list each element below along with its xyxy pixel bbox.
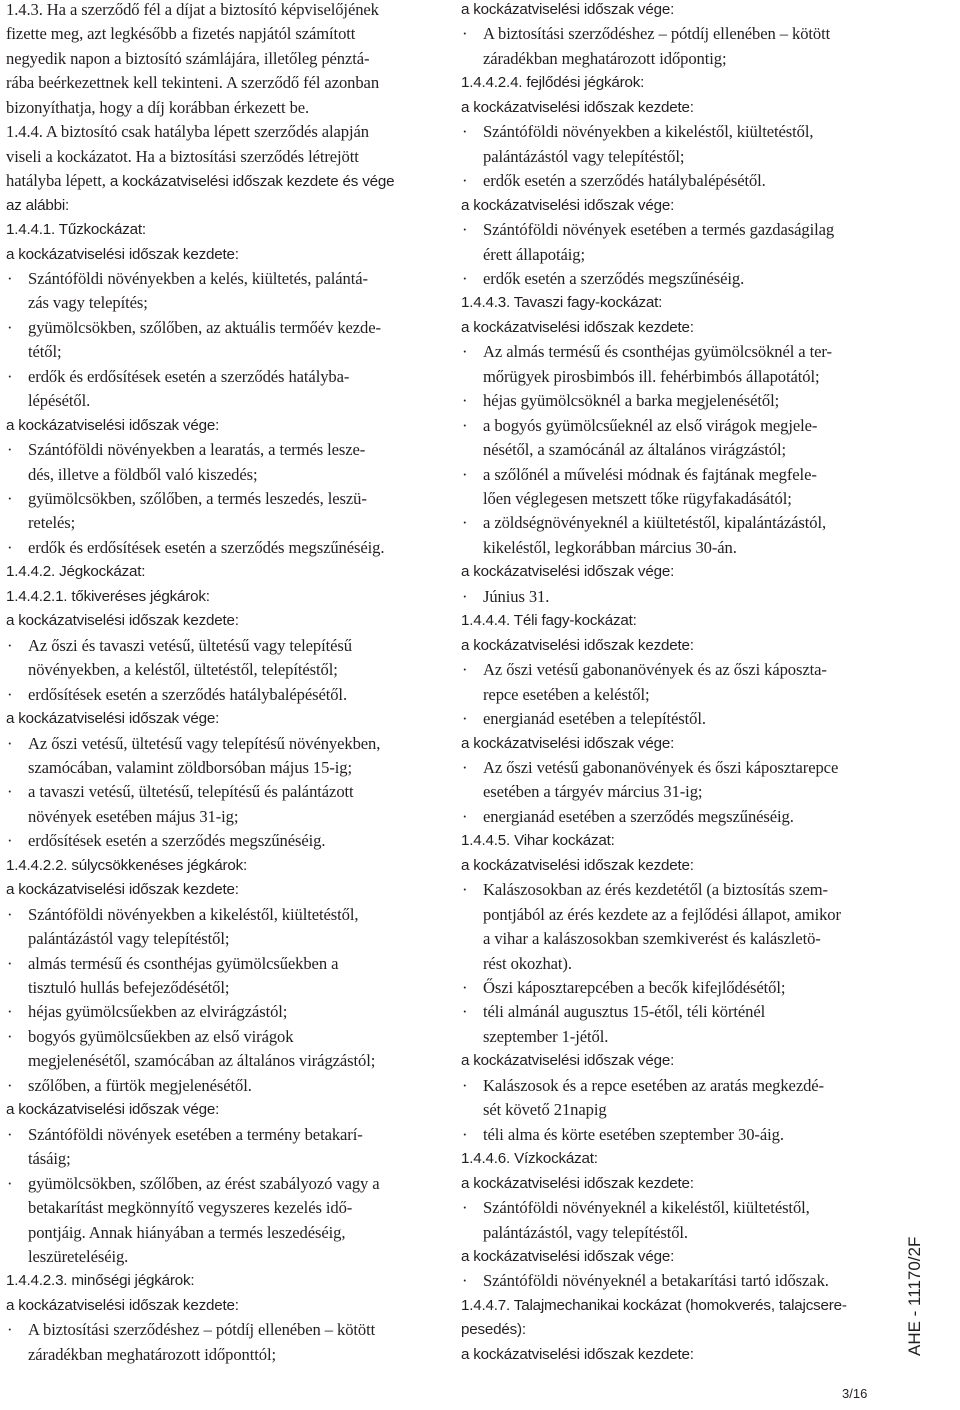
text-line <box>461 440 786 460</box>
heading-line <box>461 318 694 338</box>
text-line <box>6 660 338 680</box>
line-text: szeptember 1-jétől. <box>483 1026 609 1046</box>
line-text: a kockázatviselési időszak kezdete: <box>6 881 239 899</box>
line-text: a kockázatviselési időszak kezdete: <box>461 318 694 336</box>
line-text: a kockázatviselési időszak vége: <box>6 1101 220 1119</box>
line-text: erdők esetén a szerződés hatálybalépésétől. <box>483 171 766 191</box>
line-text: a vihar a kalászosokban szemkiverést és kalászletö- <box>483 929 821 949</box>
page-number: 3/16 <box>842 1386 868 1401</box>
heading-line <box>6 709 219 729</box>
line-text: a kockázatviselési időszak vége: <box>461 734 675 752</box>
heading-line <box>461 1174 694 1194</box>
line-text: leszüreteléséig. <box>28 1246 129 1266</box>
bullet-item-line <box>6 440 365 460</box>
line-text: gyümölcsökben, szőlőben, az aktuális termőév kezde- <box>28 317 381 337</box>
line-text: téli almánál augusztus 15-étől, téli körténél <box>483 1002 766 1022</box>
line-text-emphasis: a kockázatviselési időszak kezdete és vége <box>109 173 395 191</box>
bullet-item-line <box>6 905 358 925</box>
line-text: szőlőben, a fürtök megjelenésétől. <box>28 1075 252 1095</box>
line-text: pesedés): <box>461 1321 526 1339</box>
heading-line <box>461 196 674 216</box>
line-text: lépésétől. <box>28 391 91 411</box>
bullet-item-line <box>461 1198 810 1218</box>
heading-line <box>461 98 694 118</box>
line-text: az alábbi: <box>6 196 70 214</box>
line-text: héjas gyümölcsöknél a barka megjelenésétől; <box>483 391 780 411</box>
bullet-item-line <box>6 1076 252 1096</box>
line-text: erdők és erdősítések esetén a szerződés megszűnéséig. <box>28 537 385 557</box>
line-text: 1.4.4.2. Jégkockázat: <box>6 563 146 581</box>
heading-line <box>461 1296 847 1316</box>
line-text: zás vagy telepítés; <box>28 293 148 313</box>
bullet-item-line <box>461 24 830 44</box>
bullet-item-line <box>461 709 706 729</box>
line-text: lően véglegesen metszett tőke rügyfakadásától; <box>483 489 792 508</box>
text-line <box>461 1100 607 1120</box>
text-line <box>6 758 352 778</box>
bullet-item-line <box>461 171 766 191</box>
text-line <box>461 929 821 949</box>
heading-line <box>6 416 219 436</box>
text-line <box>6 73 379 93</box>
text-line <box>6 49 369 69</box>
bullet-item-line <box>6 685 347 705</box>
text-line <box>6 24 355 44</box>
line-text: Szántóföldi növényekben a kikeléstől, kiültetéstől, <box>483 122 814 142</box>
line-text: a kockázatviselési időszak kezdete: <box>461 856 694 874</box>
line-text: energianád esetében a telepítéstől. <box>483 709 706 729</box>
line-text: a bogyós gyümölcsűeknél az első virágok megjele- <box>483 415 818 435</box>
line-text: a kockázatviselési időszak kezdete: <box>461 98 694 116</box>
bullet-item-line <box>461 122 813 142</box>
line-text: rába beérkezettnek kell tekinteni. A szerződő fél azonban <box>6 73 380 93</box>
heading-line <box>461 562 674 582</box>
bullet-item-line <box>461 1125 784 1145</box>
line-text: Szántóföldi növényeknél a kikeléstől, kiültetéstől, <box>483 1198 810 1218</box>
line-text: a kockázatviselési időszak kezdete: <box>6 1296 239 1314</box>
line-text: palántázástól vagy telepítéstől; <box>483 146 685 166</box>
line-text: a zöldségnövényeknél a kiültetéstől, kipalántázástól, <box>483 513 827 533</box>
text-line <box>461 538 737 558</box>
line-text: 1.4.4.1. Tűzkockázat: <box>6 221 146 239</box>
heading-line <box>461 856 694 876</box>
heading-line <box>461 73 644 93</box>
line-text: a kockázatviselési időszak vége: <box>461 1052 675 1070</box>
line-text: Kalászosokban az érés kezdetétől (a biztosítás szem- <box>483 880 828 900</box>
line-text: 1.4.4.2.4. fejlődési jégkárok: <box>461 74 645 92</box>
heading-line <box>461 636 694 656</box>
text-line <box>6 342 62 362</box>
line-text: a szőlőnél a művelési módnak és fajtának megfele- <box>483 464 817 484</box>
line-text: záradékban meghatározott időpontig; <box>483 48 727 68</box>
line-text: a kockázatviselési időszak kezdete: <box>461 1174 694 1192</box>
bullet-item-line <box>6 1125 363 1145</box>
line-text: pontjából az érés kezdete az a fejlődési állapot, amikor <box>483 904 841 924</box>
line-text: dés, illetve a földből való kiszedés; <box>28 464 258 484</box>
line-text: 1.4.4.3. Tavaszi fagy-kockázat: <box>461 294 663 312</box>
text-line <box>461 1027 608 1047</box>
line-text: A biztosítási szerződéshez – pótdíj ellenében – kötött <box>483 24 831 44</box>
line-text: palántázástól vagy telepítéstől; <box>28 929 230 949</box>
line-text: Az őszi vetésű gabonanövények és őszi káposztarepce <box>483 757 839 777</box>
bullet-item-line <box>461 1271 829 1291</box>
text-line <box>6 1198 352 1218</box>
bullet-item-line <box>6 636 352 656</box>
text-line <box>461 147 684 167</box>
line-text: a kockázatviselési időszak vége: <box>461 1 675 18</box>
bullet-item-line <box>6 1174 380 1194</box>
heading-line <box>6 562 145 582</box>
heading-line <box>6 587 210 607</box>
line-text: Szántóföldi növényeknél a betakarítási tartó időszak. <box>483 1271 829 1291</box>
bullet-item-line <box>461 1076 824 1096</box>
heading-line <box>461 1051 674 1071</box>
line-text: repce esetében a keléstől; <box>483 684 650 704</box>
line-text: a kockázatviselési időszak kezdete: <box>6 612 239 630</box>
bullet-item-line <box>461 465 817 485</box>
heading-line <box>6 856 247 876</box>
line-text: a kockázatviselési időszak kezdete: <box>461 1345 694 1363</box>
line-text: tisztuló hullás befejeződésétől; <box>28 978 230 997</box>
bullet-item-line <box>461 807 794 827</box>
text-line <box>461 905 841 925</box>
line-text: a kockázatviselési időszak vége: <box>6 710 220 728</box>
line-text: palántázástól, vagy telepítéstől. <box>483 1222 688 1242</box>
bullet-item-line <box>461 660 827 680</box>
text-line <box>6 122 369 142</box>
line-text: kikeléstől, legkorábban március 30-án. <box>483 537 737 557</box>
bullet-item-line <box>6 538 384 558</box>
text-line <box>6 1149 71 1169</box>
heading-line <box>461 1345 694 1365</box>
bullet-item-line <box>461 269 744 289</box>
line-text: növények esetében május 31-ig; <box>28 806 239 826</box>
bullet-item-line <box>461 587 549 607</box>
heading-line <box>461 1247 674 1267</box>
bullet-item-line <box>6 1027 293 1047</box>
heading-line <box>6 220 146 240</box>
text-line <box>6 0 379 20</box>
heading-line <box>6 611 239 631</box>
bullet-item-line <box>6 489 367 509</box>
line-text: erdősítések esetén a szerződés hatálybalépésétől. <box>28 684 347 704</box>
line-text: pontjáig. Annak hiányában a termés leszedéséig, <box>28 1222 346 1242</box>
line-text: a kockázatviselési időszak kezdete: <box>461 636 694 654</box>
text-line <box>6 929 229 949</box>
line-text: A biztosítási szerződéshez – pótdíj ellenében – kötött <box>28 1320 376 1340</box>
line-text: negyedik napon a biztosító számlájára, illetőleg pénztá- <box>6 48 370 68</box>
line-text: hatályba lépett, <box>6 171 110 191</box>
line-text: gyümölcsökben, szőlőben, az érést szabályozó vagy a <box>28 1173 380 1193</box>
bullet-item-line <box>461 342 832 362</box>
text-line <box>6 807 238 827</box>
line-text: erdősítések esetén a szerződés megszűnéséig. <box>28 831 326 851</box>
line-text: bogyós gyümölcsűekben az első virágok <box>28 1026 294 1046</box>
bullet-item-line <box>461 513 826 533</box>
text-line <box>6 98 309 118</box>
bullet-item-line <box>6 782 354 802</box>
bullet-item-line <box>461 220 834 240</box>
line-text: Őszi káposztarepcében a becők kifejlődésétől; <box>483 978 786 997</box>
heading-line <box>6 1100 219 1120</box>
line-text: 1.4.4.5. Vihar kockázat: <box>461 832 615 850</box>
bullet-item-line <box>6 1002 287 1022</box>
text-line <box>461 49 726 69</box>
line-text: Az őszi vetésű gabonanövények és az őszi káposzta- <box>483 660 827 680</box>
line-text: Szántóföldi növények esetében a termény betakarí- <box>28 1124 363 1144</box>
line-text: Az őszi és tavaszi vetésű, ültetésű vagy telepítésű <box>28 635 352 655</box>
line-text: Szántóföldi növények esetében a termés gazdaságilag <box>483 220 835 240</box>
line-text: erdők és erdősítések esetén a szerződés hatályba- <box>28 366 350 386</box>
line-text: energianád esetében a szerződés megszűnéséig. <box>483 806 794 826</box>
line-text: 1.4.4. A biztosító csak hatályba lépett szerződés alapján <box>6 122 369 142</box>
bullet-item-line <box>461 758 838 778</box>
text-line <box>461 954 572 974</box>
bullet-item-line <box>461 1002 765 1022</box>
text-line <box>461 367 820 387</box>
heading-line <box>461 1149 598 1169</box>
line-text: Kalászosok és a repce esetében az aratás megkezdé- <box>483 1075 824 1095</box>
text-line <box>6 171 394 192</box>
heading-line <box>461 611 637 631</box>
text-line <box>461 685 649 705</box>
bullet-item-line <box>461 416 817 436</box>
line-text: a tavaszi vetésű, ültetésű, telepítésű és palántázott <box>28 782 354 802</box>
line-text: gyümölcsökben, szőlőben, a termés leszedés, leszü- <box>28 489 367 508</box>
line-text: 1.4.4.2.3. minőségi jégkárok: <box>6 1272 195 1290</box>
bullet-item-line <box>6 734 380 754</box>
heading-line <box>6 245 239 265</box>
text-line <box>6 1051 375 1071</box>
line-text: Az almás termésű és csonthéjas gyümölcsöknél a ter- <box>483 342 832 362</box>
line-text: Az őszi vetésű, ültetésű vagy telepítésű növényekben, <box>28 733 381 753</box>
line-text: a kockázatviselési időszak vége: <box>461 196 675 214</box>
bullet-item-line <box>6 269 368 289</box>
line-text: Június 31. <box>483 586 550 606</box>
text-line <box>461 245 585 265</box>
line-text: növényekben, a keléstől, ültetéstől, telepítéstől; <box>28 660 338 680</box>
text-line <box>6 513 75 533</box>
document-code: AHE - 11170/2F <box>905 1236 924 1356</box>
line-text: tétől; <box>28 342 62 362</box>
text-line <box>6 147 359 167</box>
line-text: téli alma és körte esetében szeptember 30-áig. <box>483 1124 784 1144</box>
line-text: Szántóföldi növényekben a kikeléstől, kiültetéstől, <box>28 904 359 924</box>
line-text: héjas gyümölcsűekben az elvirágzástól; <box>28 1002 288 1022</box>
line-text: szamócában, valamint zöldborsóban május 15-ig; <box>28 757 352 777</box>
text-line <box>6 978 229 998</box>
line-text: megjelenésétől, szamócában az általános virágzástól; <box>28 1051 376 1071</box>
line-text: 1.4.4.4. Téli fagy-kockázat: <box>461 612 637 630</box>
text-line <box>6 1223 345 1243</box>
bullet-item-line <box>6 831 325 851</box>
line-text: Szántóföldi növényekben a kelés, kiültetés, palántá- <box>28 268 368 288</box>
bullet-item-line <box>6 1320 375 1340</box>
heading-line <box>461 734 674 754</box>
line-text: esetében a tárgyév március 31-ig; <box>483 782 703 802</box>
line-text: a kockázatviselési időszak vége: <box>461 563 675 581</box>
line-text: erdők esetén a szerződés megszűnéséig. <box>483 268 745 288</box>
text-line <box>6 293 148 313</box>
line-text: a kockázatviselési időszak vége: <box>6 416 220 434</box>
text-line <box>461 1223 688 1243</box>
line-text: rést okozhat). <box>483 953 572 973</box>
bullet-item-line <box>461 978 785 998</box>
line-text: viseli a kockázatot. Ha a biztosítási szerződés létrejött <box>6 146 359 166</box>
line-text: 1.4.4.7. Talajmechanikai kockázat (homokverés, talajcsere- <box>461 1296 847 1314</box>
text-line <box>6 1247 128 1267</box>
heading-line <box>6 1296 239 1316</box>
heading-line <box>461 0 674 20</box>
line-text: nésétől, a szamócánál az általános virágzástól; <box>483 440 787 460</box>
line-text: érett állapotáig; <box>483 244 585 264</box>
text-line <box>461 489 792 509</box>
bullet-item-line <box>461 880 828 900</box>
heading-line <box>6 1271 194 1291</box>
line-text: 1.4.4.2.2. súlycsökkenéses jégkárok: <box>6 856 247 874</box>
line-text: retelés; <box>28 513 76 533</box>
heading-line <box>6 196 69 216</box>
text-line <box>6 465 257 485</box>
line-text: betakarítást megkönnyítő vegyszeres kezelés idő- <box>28 1198 353 1218</box>
bullet-item-line <box>461 391 779 411</box>
line-text: sét követő 21napig <box>483 1100 607 1120</box>
bullet-item-line <box>6 318 381 338</box>
bullet-item-line <box>6 367 349 387</box>
bullet-item-line <box>6 954 338 974</box>
heading-line <box>6 880 239 900</box>
line-text: a kockázatviselési időszak kezdete: <box>6 245 239 263</box>
text-line <box>6 1345 276 1365</box>
heading-line <box>461 293 662 313</box>
line-text: mőrügyek pirosbimbós ill. fehérbimbós állapotától; <box>483 366 820 386</box>
text-line <box>461 782 702 802</box>
line-text: záradékban meghatározott időponttól; <box>28 1344 276 1364</box>
heading-line <box>461 831 615 851</box>
line-text: 1.4.3. Ha a szerződő fél a díjat a biztosító képviselőjének <box>6 0 379 19</box>
line-text: almás termésű és csonthéjas gyümölcsűekben a <box>28 953 339 973</box>
text-line <box>6 391 90 411</box>
line-text: tásáig; <box>28 1149 71 1169</box>
heading-line <box>461 1320 526 1340</box>
line-text: fizette meg, azt legkésőbb a fizetés napjától számított <box>6 24 356 44</box>
line-text: 1.4.4.2.1. tőkiveréses jégkárok: <box>6 587 210 605</box>
line-text: 1.4.4.6. Vízkockázat: <box>461 1150 598 1168</box>
line-text: a kockázatviselési időszak vége: <box>461 1247 675 1265</box>
line-text: bizonyíthatja, hogy a díj korábban érkezett be. <box>6 97 310 117</box>
line-text: Szántóföldi növényekben a learatás, a termés lesze- <box>28 440 366 460</box>
